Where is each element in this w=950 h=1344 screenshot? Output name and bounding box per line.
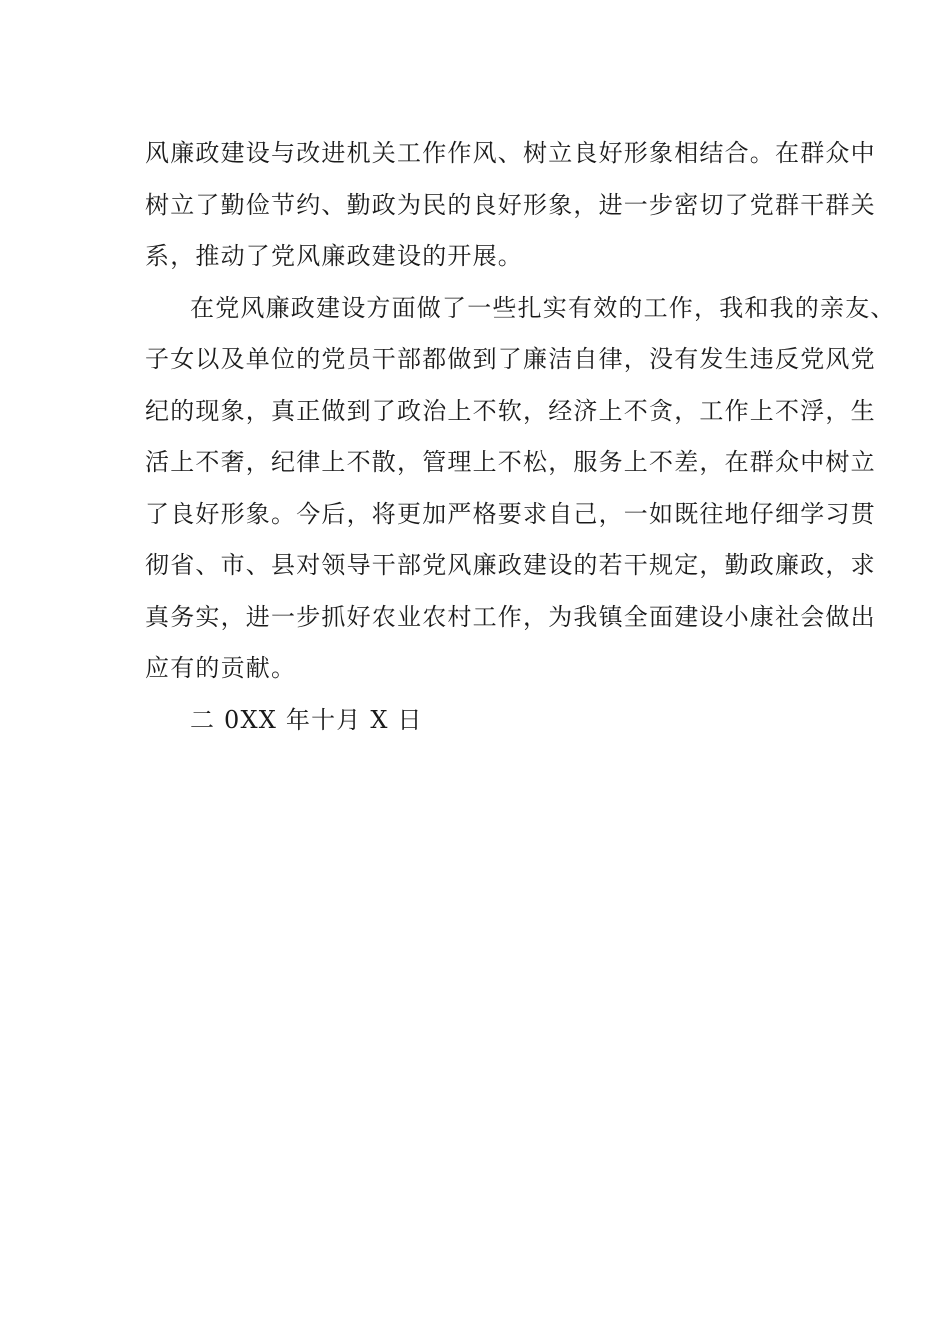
text-line: 在党风廉政建设方面做了一些扎实有效的工作，我和我的亲友、 — [190, 293, 896, 322]
text-line: 活上不奢，纪律上不散，管理上不松，服务上不差，在群众中树立 — [145, 448, 876, 476]
text-line: 风廉政建设与改进机关工作作风、树立良好形象相结合。在群众中 — [145, 139, 876, 167]
text-line: 子女以及单位的党员干部都做到了廉洁自律，没有发生违反党风党 — [145, 345, 876, 373]
text-line: 彻省、市、县对领导干部党风廉政建设的若干规定，勤政廉政，求 — [145, 551, 876, 579]
paragraph-summary — [145, 283, 896, 695]
text-line: 真务实，进一步抓好农业农村工作，为我镇全面建设小康社会做出 — [145, 602, 876, 631]
document-body — [145, 128, 896, 746]
text-line: 纪的现象，真正做到了政治上不软，经济上不贪，工作上不浮，生 — [145, 396, 876, 425]
paragraph-continued — [145, 128, 876, 283]
text-line: 应有的贡献。 — [145, 654, 297, 682]
date-line: 二 0XX 年十月 X 日 — [190, 705, 423, 734]
text-line: 了良好形象。今后，将更加严格要求自己，一如既往地仔细学习贯 — [145, 499, 876, 528]
text-line: 树立了勤俭节约、勤政为民的良好形象，进一步密切了党群干群关 — [145, 190, 876, 219]
text-line: 系，推动了党风廉政建设的开展。 — [145, 242, 523, 270]
